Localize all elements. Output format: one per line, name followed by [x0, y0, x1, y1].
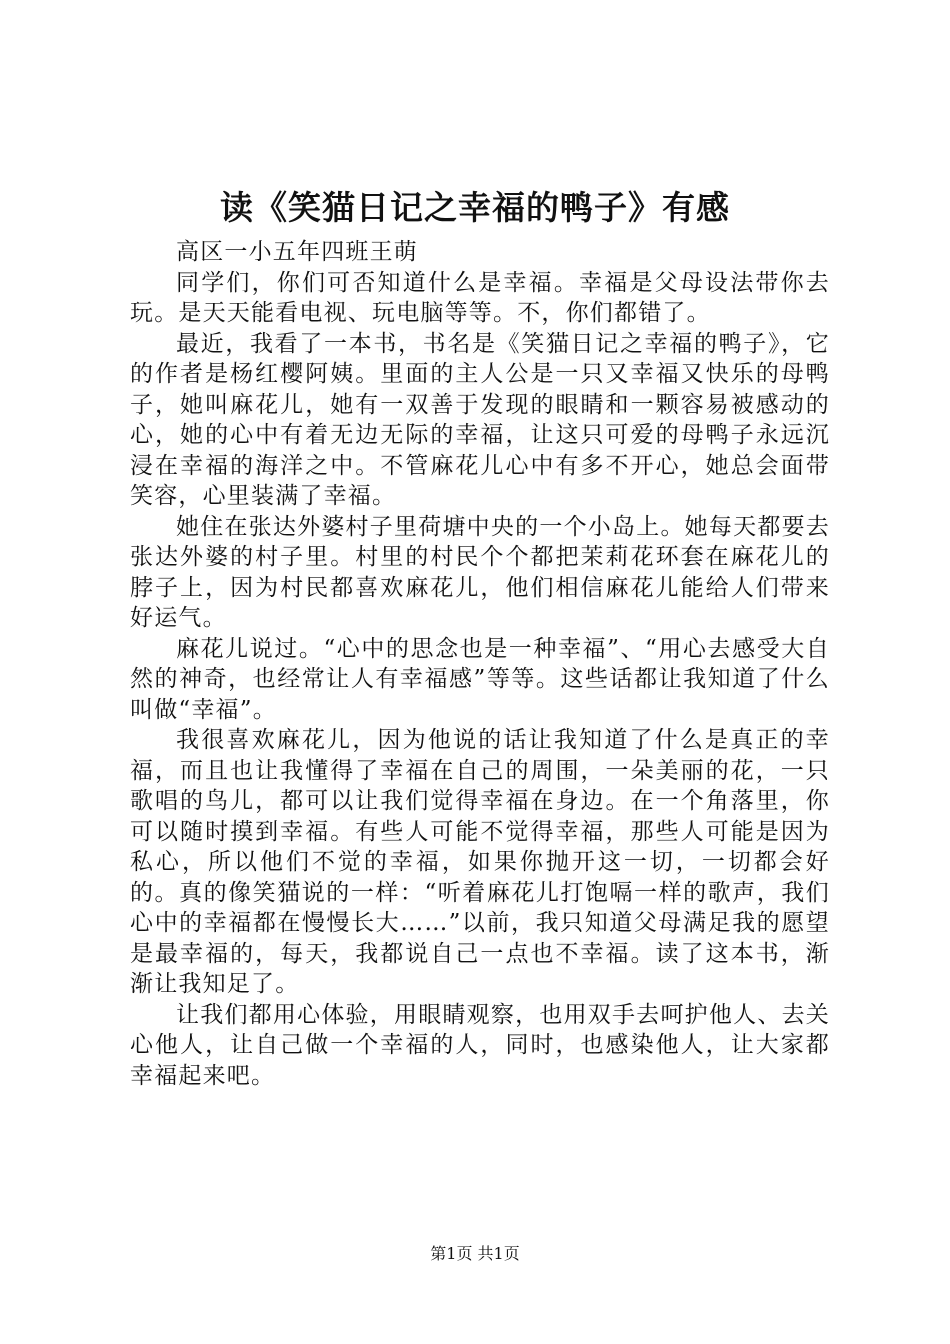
paragraph-6: 让我们都用心体验，用眼睛观察，也用双手去呵护他人、去关心他人，让自己做一个幸福的人，同时，也感染他人，让大家都幸福起来吧。 [130, 1001, 830, 1089]
document-title: 读《笑猫日记之幸福的鸭子》有感 [220, 188, 730, 227]
paragraph-4: 麻花儿说过。“心中的思念也是一种幸福”、“用心去感受大自然的神奇，也经常让人有幸福感”等等。这些话都让我知道了什么叫做“幸福”。 [130, 635, 830, 723]
author-line: 高区一小五年四班王萌 [176, 239, 418, 265]
page-number-footer: 第1页 共1页 [430, 1244, 520, 1263]
paragraph-1: 同学们，你们可否知道什么是幸福。幸福是父母设法带你去玩。是天天能看电视、玩电脑等等。不，你们都错了。 [130, 269, 830, 326]
paragraph-2: 最近，我看了一本书，书名是《笑猫日记之幸福的鸭子》，它的作者是杨红樱阿姨。里面的主人公是一只又幸福又快乐的母鸭子，她叫麻花儿，她有一双善于发现的眼睛和一颗容易被感动的心，她的心中有着无边无际的幸福，让这只可爱的母鸭子永远沉浸在幸福的海洋之中。不管麻花儿心中有多不开心，她总会面带笑容，心里装满了幸福。 [130, 330, 830, 509]
paragraph-5: 我很喜欢麻花儿，因为他说的话让我知道了什么是真正的幸福，而且也让我懂得了幸福在自己的周围，一朵美丽的花，一只歌唱的鸟儿，都可以让我们觉得幸福在身边。在一个角落里，你可以随时摸到幸福。有些人可能不觉得幸福，那些人可能是因为私心，所以他们不觉的幸福，如果你抛开这一切，一切都会好的。真的像笑猫说的一样：“听着麻花儿打饱嗝一样的歌声，我们心中的幸福都在慢慢长大……”以前，我只知道父母满足我的愿望是最幸福的，每天，我都说自己一点也不幸福。读了这本书，渐渐让我知足了。 [130, 727, 830, 997]
document-body [130, 237, 830, 1091]
paragraph-3: 她住在张达外婆村子里荷塘中央的一个小岛上。她每天都要去张达外婆的村子里。村里的村民个个都把茉莉花环套在麻花儿的脖子上，因为村民都喜欢麻花儿，他们相信麻花儿能给人们带来好运气。 [130, 513, 830, 631]
